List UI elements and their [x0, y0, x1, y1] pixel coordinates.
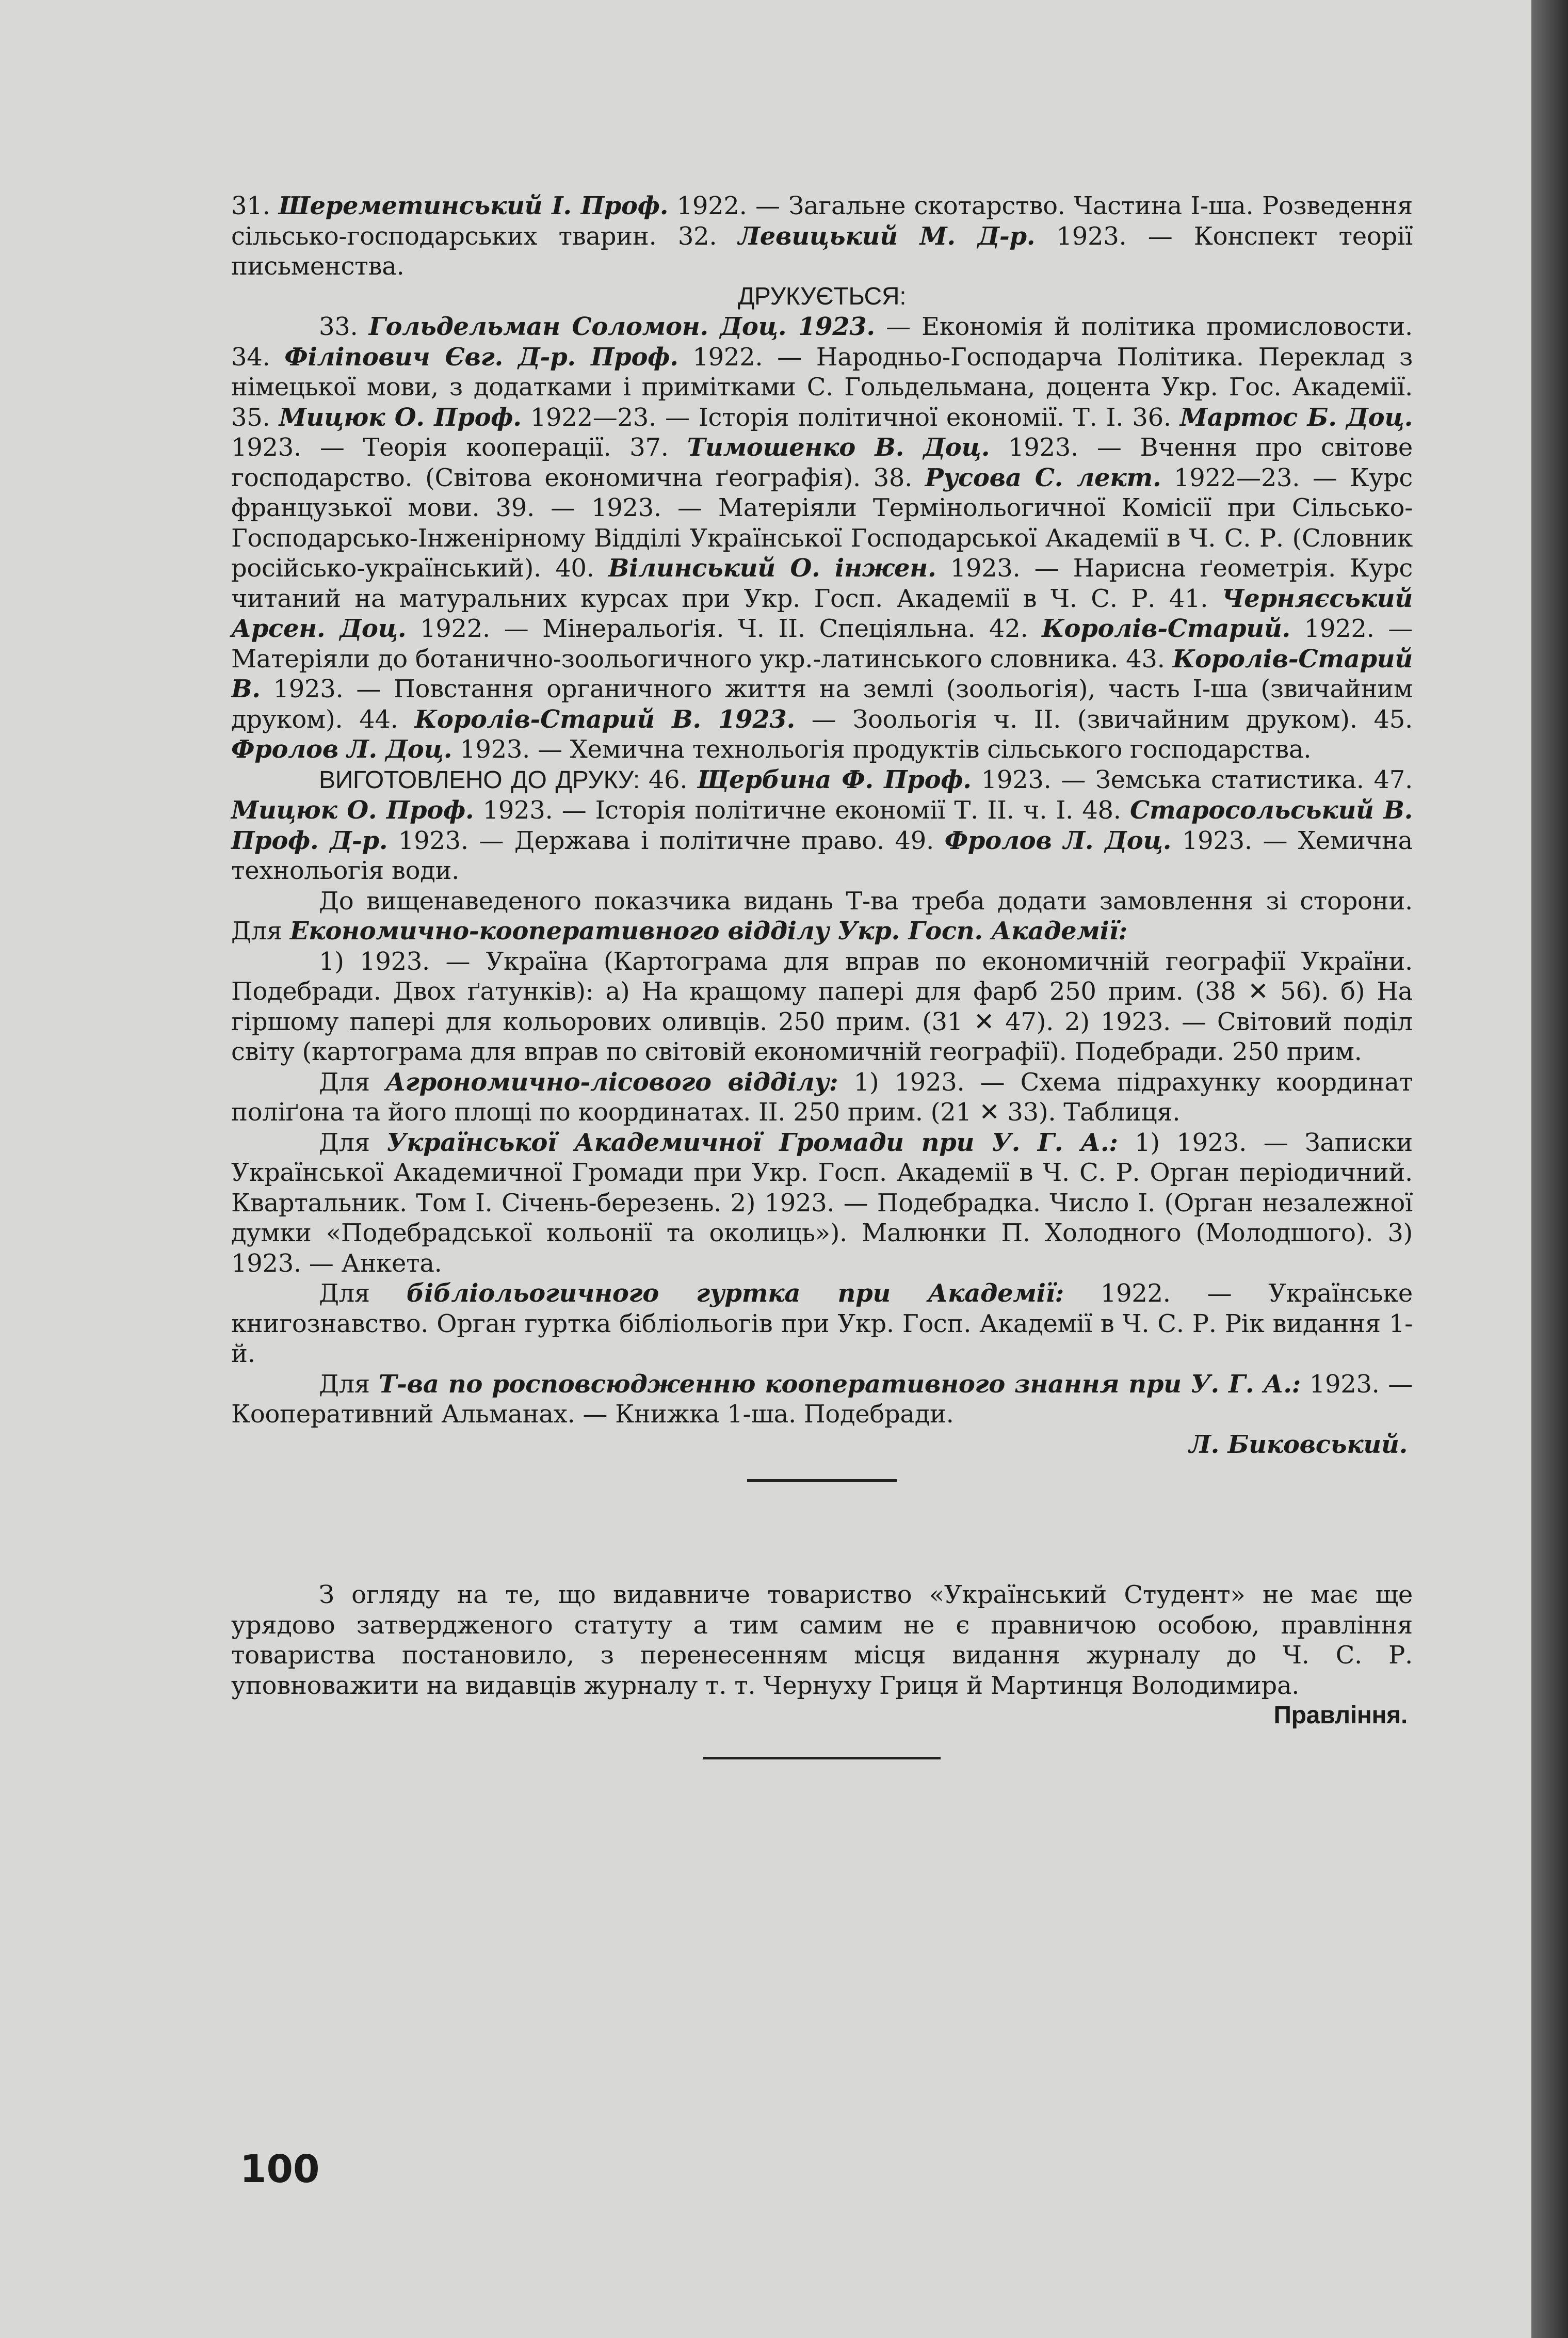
department-name: бібліольогичного гуртка при Академії: [406, 1279, 1064, 1308]
entry-text: 1922—23. — Історія політичної економії. Т. І. 36. [521, 403, 1180, 432]
entry-number: 46. [648, 765, 698, 794]
entry-text: 1922. — Матеріяли до ботанично-зоольогичного укр.-латинського словника. 43. [231, 614, 1413, 674]
divider-rule [747, 1479, 897, 1482]
divider-rule [703, 1757, 941, 1759]
author-name: Фролов Л. Доц. [944, 826, 1172, 855]
paragraph-text: Для [319, 1067, 386, 1097]
author-name: Гольдельман Соломон. Доц. 1923. [368, 312, 875, 341]
entry-text: 1923. — Держава і політичне право. 49. [387, 826, 945, 855]
entry-text: 1923. — Історія політичне економії Т. II. ч. І. 48. [474, 796, 1130, 825]
paragraph-text: 1922. — Українське книгознавство. Орган гуртка бібліольогів при Укр. Госп. Академії в Ч. С. Р. Рік видання 1-й. [231, 1279, 1413, 1368]
paragraph-text: 1923. — Кооперативний Альманах. — Книжка 1-ша. Подебради. [231, 1369, 1413, 1429]
entry-number: 31. [231, 191, 279, 220]
entry-text: 1922. — Мінеральоґія. Ч. II. Спеціяльна. 42. [406, 614, 1042, 643]
text-block [231, 191, 1413, 1759]
department-name: Т-ва по росповсюдженню кооперативного знання при У. Г. А.: [378, 1369, 1301, 1399]
paragraph-notice: З огляду на те, що видавниче товариство «Український Студент» не має ще урядово затвердженого статуту а тим самим не є правничою особою, правління товариства постановило, з перенесенням місця видання журналу до Ч. С. Р. уповноважити на видавців журналу т. т. Чернуху Гриця й Мартинця Володимира. [231, 1580, 1413, 1700]
department-name: Економично-кооперативного відділу Укр. Госп. Академії: [289, 917, 1127, 946]
author-name: Русова С. лект. [925, 463, 1161, 492]
paragraph-orders-intro [231, 886, 1413, 947]
paragraph-text: Для [319, 1369, 379, 1399]
author-name: Фролов Л. Доц. [231, 735, 452, 764]
entry-text: 1923. — Вчення про світове господарство. (Світова економична ґеографія). 38. [231, 433, 1413, 492]
entry-text: 1923. — Хемична технольогія води. [231, 826, 1413, 885]
author-name: Левицький М. Д-р. [738, 221, 1036, 251]
author-name: Мицюк О. Проф. [231, 796, 474, 825]
paragraph-entries-31-32 [231, 191, 1413, 282]
entry-text: — Економія й політика промисловости. 34. [231, 312, 1413, 372]
entry-text: 1922. — Загальне скотарство. Частина І-ша. Розведення сільсько-господарських тварин. 32. [231, 191, 1413, 251]
entry-text: 1923. — Хемична технольогія продуктів сільського господарства. [452, 735, 1312, 764]
department-name: Агрономично-лісового відділу: [385, 1067, 838, 1097]
author-name: Мартос Б. Доц. [1179, 403, 1413, 432]
author-name: Філіпович Євг. Д-р. Проф. [284, 342, 678, 372]
entry-text: 1923. — Конспект теорії письменства. [231, 221, 1413, 281]
entry-text: 1923. — Земська статистика. 47. [971, 765, 1413, 794]
author-name: Вілинський О. інжен. [608, 554, 936, 583]
heading-printing: ДРУКУЄТЬСЯ: [737, 282, 907, 310]
signature-bykovsky: Л. Биковський. [1189, 1430, 1408, 1459]
subheading-prepared: ВИГОТОВЛЕНО ДО ДРУКУ: [319, 766, 649, 794]
entry-text: 1923. — Нарисна ґеометрія. Курс читаний на матуральних курсах при Укр. Госп. Академії в Ч. С. Р. 41. [231, 554, 1413, 613]
paragraph-entries-46-49 [231, 765, 1413, 886]
paragraph-bibliological-circle [231, 1278, 1413, 1369]
entry-text: — Зоольогія ч. II. (звичайним друком). 45. [795, 704, 1413, 734]
entry-number: 33. [319, 312, 369, 341]
paragraph-text: 1) 1923. — Записки Української Академичної Громади при Укр. Госп. Академії в Ч. С. Р. Орган періодичний. Квартальник. Том І. Січень-березень. 2) 1923. — Подебрадка. Число І. (Орган незалежної думки «Подебрадської кольонії та околиць»). Малюнки П. Холодного (Молодшого). 3) 1923. — Анкета. [231, 1128, 1413, 1278]
department-name: Української Академичної Громади при У. Г. А.: [386, 1128, 1118, 1157]
paragraph-text: Для [319, 1128, 387, 1157]
paragraph-agronomy [231, 1067, 1413, 1128]
paragraph-academic-community [231, 1128, 1413, 1279]
author-name: Шереметинський І. Проф. [278, 191, 669, 220]
author-name: Черняєський Арсен. Доц. [231, 584, 1413, 643]
author-name: Королів-Старий В. [231, 644, 1413, 703]
entry-text: 1922—23. — Курс французької мови. 39. — 1923. — Матеріяли Термінольогичної Комісії при Сільсько-Господарсько-Інженірному Відділі Української Господарської Академії в Ч. С. Р. (Словник російсько-український). 40. [231, 463, 1413, 583]
paragraph-text: 1) 1923. — Схема підрахунку координат поліґона та його площі по координатах. II. 250 прим. (21 ✕ 33). Таблиця. [231, 1067, 1413, 1127]
entry-text: 1922. — Народньо-Господарча Політика. Переклад з німецької мови, з додатками і примітками С. Гольдельмана, доцента Укр. Гос. Академії. 35. [231, 342, 1413, 432]
page-edge-shadow [1531, 0, 1568, 2338]
entry-text: 1923. — Повстання органичного життя на землі (зоольогія), часть І-ша (звичайним друком). 44. [231, 675, 1413, 734]
author-name: Королів-Старий В. 1923. [414, 704, 795, 734]
author-name: Старосольський В. Проф. Д-р. [231, 796, 1413, 855]
paragraph-entries-33-45 [231, 312, 1413, 765]
paragraph-text: До вищенаведеного показчика видань Т-ва треба додати замовлення зі сторони. Для [231, 886, 1413, 946]
author-name: Тимошенко В. Доц. [687, 433, 990, 462]
paragraph-cartograms: 1) 1923. — Україна (Картограма для вправ по економичній географії України. Подебради. Двох ґатунків): а) На кращому папері для фарб 250 прим. (38 ✕ 56). б) На гіршому папері для кольорових оливців. 250 прим. (31 ✕ 47). 2) 1923. — Світовий поділ світу (картограма для вправ по світовій економичній географії). Подебради. 250 прим. [231, 947, 1413, 1066]
author-name: Щербина Ф. Проф. [697, 765, 972, 794]
paragraph-text: Для [319, 1279, 407, 1308]
signature-board: Правління. [1273, 1702, 1408, 1729]
author-name: Мицюк О. Проф. [279, 403, 522, 432]
paragraph-cooperative-society [231, 1369, 1413, 1430]
entry-text: 1923. — Теорія кооперації. 37. [231, 433, 687, 462]
page-number: 100 [240, 2147, 320, 2191]
author-name: Королів-Старий. [1042, 614, 1290, 643]
